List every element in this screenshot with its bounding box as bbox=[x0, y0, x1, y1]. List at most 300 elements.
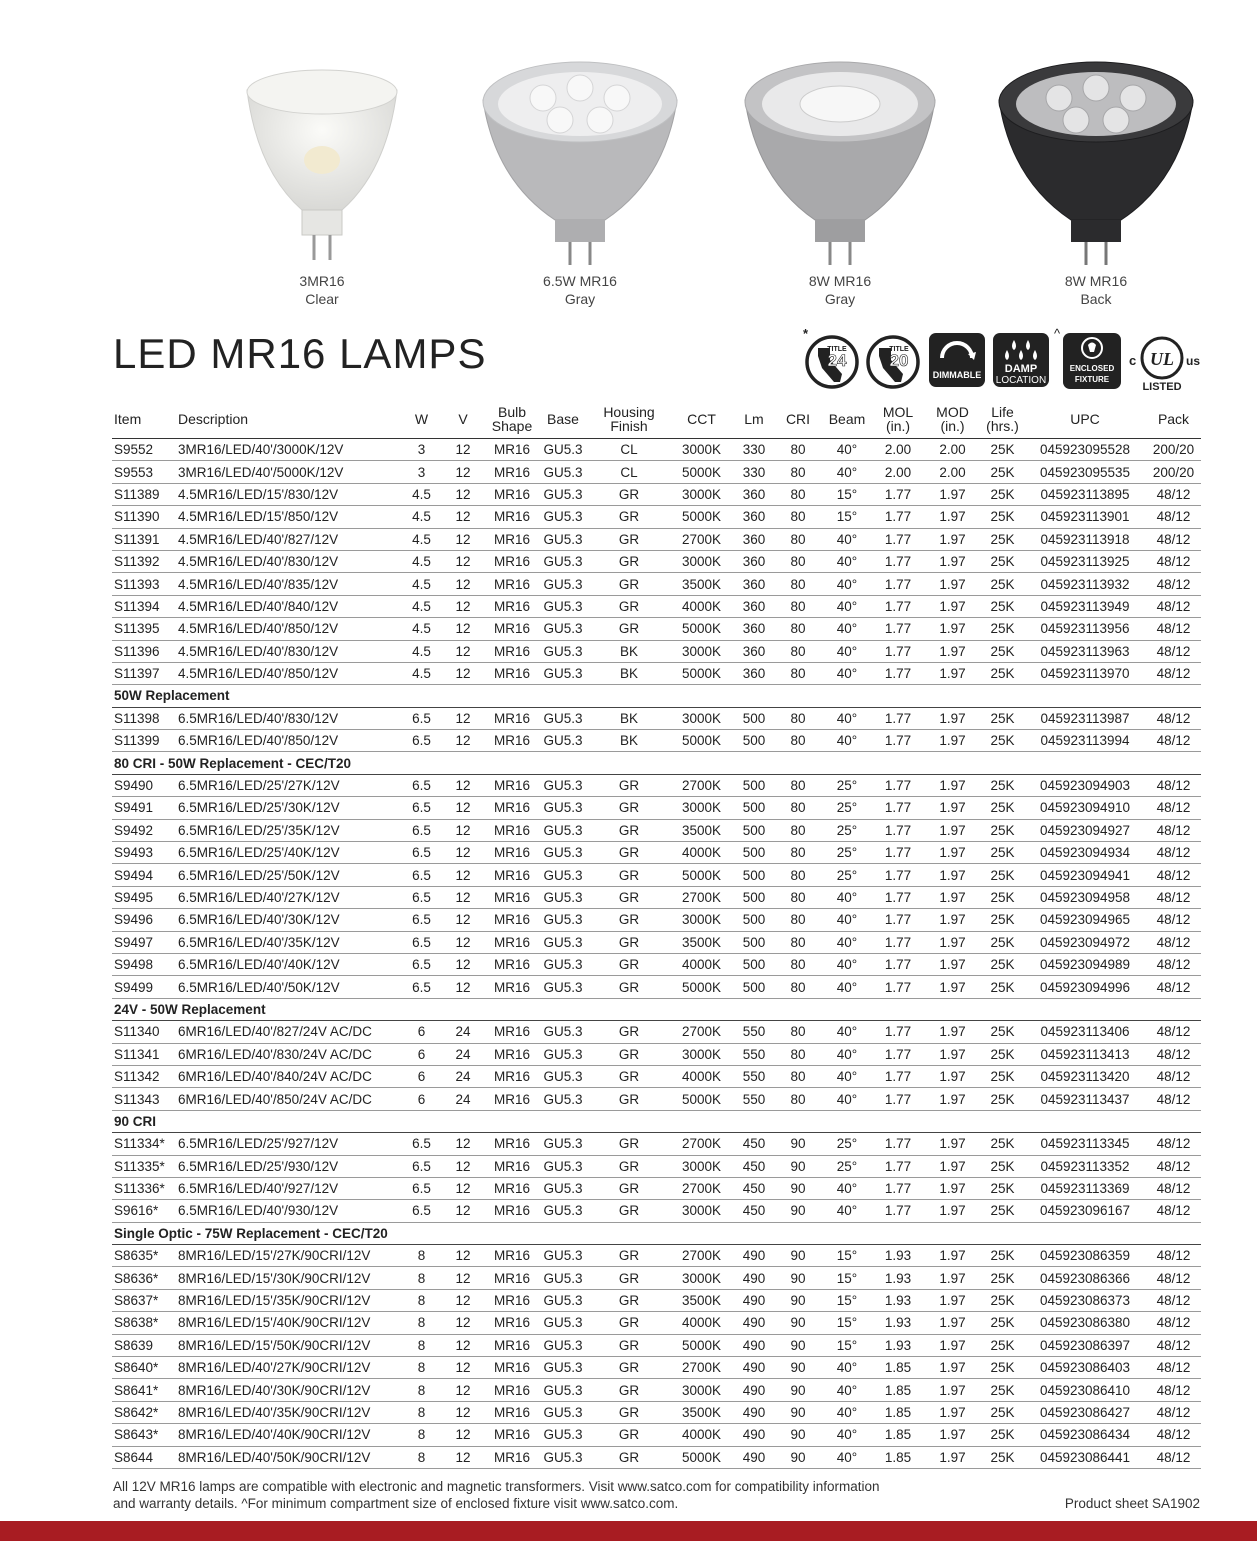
table-cell: 3 bbox=[404, 439, 439, 461]
table-cell: 6 bbox=[404, 1021, 439, 1043]
table-cell: 48/12 bbox=[1146, 1379, 1201, 1401]
table-cell: MR16 bbox=[487, 1200, 537, 1222]
table-cell: 045923086373 bbox=[1024, 1289, 1146, 1311]
table-cell: 80 bbox=[774, 550, 822, 572]
table-cell: 1.97 bbox=[924, 797, 981, 819]
product-caption-line2: Gray bbox=[564, 291, 596, 307]
table-row bbox=[112, 1401, 1201, 1423]
table-cell: 48/12 bbox=[1146, 886, 1201, 908]
table-cell: 3000K bbox=[669, 550, 734, 572]
table-cell: 25K bbox=[981, 842, 1024, 864]
table-cell: 045923094903 bbox=[1024, 774, 1146, 796]
table-cell: GU5.3 bbox=[537, 774, 589, 796]
table-row bbox=[112, 819, 1201, 841]
table-cell: 40° bbox=[822, 1424, 872, 1446]
table-cell: 500 bbox=[734, 976, 774, 998]
group-header-row bbox=[112, 1110, 1201, 1132]
page-title: LED MR16 LAMPS bbox=[113, 330, 487, 377]
table-row bbox=[112, 864, 1201, 886]
table-cell: 90 bbox=[774, 1379, 822, 1401]
table-row bbox=[112, 1334, 1201, 1356]
table-cell: 24 bbox=[439, 1021, 487, 1043]
table-cell: 1.97 bbox=[924, 886, 981, 908]
table-cell: GU5.3 bbox=[537, 573, 589, 595]
table-cell: 2700K bbox=[669, 1177, 734, 1199]
table-cell: 48/12 bbox=[1146, 640, 1201, 662]
table-row bbox=[112, 1155, 1201, 1177]
table-cell: 6MR16/LED/40'/850/24V AC/DC bbox=[176, 1088, 404, 1110]
table-cell: 48/12 bbox=[1146, 528, 1201, 550]
table-cell: 12 bbox=[439, 1177, 487, 1199]
table-cell: 90 bbox=[774, 1401, 822, 1423]
table-cell: 25K bbox=[981, 1155, 1024, 1177]
table-cell: 4.5MR16/LED/15'/830/12V bbox=[176, 483, 404, 505]
table-cell: 6 bbox=[404, 1043, 439, 1065]
table-cell: 90 bbox=[774, 1200, 822, 1222]
table-cell: 1.77 bbox=[872, 1043, 924, 1065]
table-cell: S11342 bbox=[112, 1065, 176, 1087]
column-header: Beam bbox=[822, 400, 872, 439]
table-cell: 90 bbox=[774, 1267, 822, 1289]
table-cell: MR16 bbox=[487, 461, 537, 483]
table-cell: 25K bbox=[981, 819, 1024, 841]
table-cell: 25K bbox=[981, 1043, 1024, 1065]
table-cell: 90 bbox=[774, 1334, 822, 1356]
table-cell: 4000K bbox=[669, 595, 734, 617]
table-cell: GU5.3 bbox=[537, 842, 589, 864]
table-cell: GR bbox=[589, 1245, 669, 1267]
table-cell: 360 bbox=[734, 573, 774, 595]
table-cell: 48/12 bbox=[1146, 707, 1201, 729]
table-cell: 3000K bbox=[669, 1155, 734, 1177]
table-cell: 1.77 bbox=[872, 483, 924, 505]
table-cell: 25K bbox=[981, 774, 1024, 796]
table-cell: 12 bbox=[439, 662, 487, 684]
table-cell: 1.77 bbox=[872, 640, 924, 662]
table-cell: 045923086410 bbox=[1024, 1379, 1146, 1401]
table-cell: 25K bbox=[981, 1177, 1024, 1199]
table-cell: 8 bbox=[404, 1267, 439, 1289]
column-header: Life (hrs.) bbox=[981, 400, 1024, 439]
table-cell: 490 bbox=[734, 1245, 774, 1267]
table-cell: 360 bbox=[734, 506, 774, 528]
table-cell: MR16 bbox=[487, 1245, 537, 1267]
table-cell: 1.77 bbox=[872, 1065, 924, 1087]
table-cell: 48/12 bbox=[1146, 1200, 1201, 1222]
table-cell: 80 bbox=[774, 461, 822, 483]
table-cell: 045923113925 bbox=[1024, 550, 1146, 572]
table-cell: 330 bbox=[734, 461, 774, 483]
product-black-8w bbox=[976, 60, 1216, 306]
lamp-clear-image bbox=[222, 60, 422, 270]
table-cell: 5000K bbox=[669, 461, 734, 483]
table-cell: MR16 bbox=[487, 528, 537, 550]
table-cell: 48/12 bbox=[1146, 550, 1201, 572]
table-cell: 25° bbox=[822, 1155, 872, 1177]
table-cell: 1.77 bbox=[872, 1177, 924, 1199]
table-cell: 25K bbox=[981, 1065, 1024, 1087]
table-cell: 1.97 bbox=[924, 774, 981, 796]
table-cell: 80 bbox=[774, 439, 822, 461]
table-cell: 330 bbox=[734, 439, 774, 461]
table-cell: 25K bbox=[981, 483, 1024, 505]
table-cell: 1.97 bbox=[924, 595, 981, 617]
table-cell: 15° bbox=[822, 1289, 872, 1311]
column-header: Lm bbox=[734, 400, 774, 439]
table-cell: 4.5MR16/LED/40'/850/12V bbox=[176, 662, 404, 684]
table-cell: GR bbox=[589, 483, 669, 505]
table-cell: 045923113901 bbox=[1024, 506, 1146, 528]
table-cell: GU5.3 bbox=[537, 528, 589, 550]
table-cell: 12 bbox=[439, 618, 487, 640]
table-cell: MR16 bbox=[487, 483, 537, 505]
table-cell: 25K bbox=[981, 730, 1024, 752]
table-cell: 1.97 bbox=[924, 953, 981, 975]
table-cell: GR bbox=[589, 931, 669, 953]
table-cell: 25K bbox=[981, 506, 1024, 528]
table-cell: 6.5MR16/LED/25'/50K/12V bbox=[176, 864, 404, 886]
table-cell: 48/12 bbox=[1146, 774, 1201, 796]
table-row bbox=[112, 1021, 1201, 1043]
table-cell: MR16 bbox=[487, 1065, 537, 1087]
table-cell: GU5.3 bbox=[537, 819, 589, 841]
table-cell: 8 bbox=[404, 1289, 439, 1311]
table-cell: 8MR16/LED/15'/40K/90CRI/12V bbox=[176, 1312, 404, 1334]
table-cell: 12 bbox=[439, 1312, 487, 1334]
table-cell: GR bbox=[589, 1155, 669, 1177]
table-cell: 12 bbox=[439, 886, 487, 908]
table-cell: 25K bbox=[981, 909, 1024, 931]
footnote-line1: All 12V MR16 lamps are compatible with electronic and magnetic transformers. Visit www.satco.com for compatibility information bbox=[113, 1479, 880, 1494]
table-cell: 6 bbox=[404, 1088, 439, 1110]
table-cell: 1.97 bbox=[924, 1401, 981, 1423]
table-cell: 25K bbox=[981, 707, 1024, 729]
table-cell: 6.5 bbox=[404, 931, 439, 953]
table-cell: 1.77 bbox=[872, 707, 924, 729]
table-cell: 1.97 bbox=[924, 1200, 981, 1222]
table-cell: 1.97 bbox=[924, 909, 981, 931]
table-cell: 1.77 bbox=[872, 953, 924, 975]
table-cell: 25° bbox=[822, 842, 872, 864]
table-cell: GU5.3 bbox=[537, 1043, 589, 1065]
product-gray-8w bbox=[720, 60, 960, 306]
table-cell: MR16 bbox=[487, 1289, 537, 1311]
table-cell: 80 bbox=[774, 573, 822, 595]
table-cell: S9553 bbox=[112, 461, 176, 483]
table-cell: 490 bbox=[734, 1446, 774, 1468]
table-row bbox=[112, 483, 1201, 505]
table-cell: 360 bbox=[734, 618, 774, 640]
table-cell: 80 bbox=[774, 909, 822, 931]
column-header: V bbox=[439, 400, 487, 439]
table-cell: 12 bbox=[439, 506, 487, 528]
table-cell: 045923113437 bbox=[1024, 1088, 1146, 1110]
table-cell: 1.77 bbox=[872, 774, 924, 796]
table-cell: GU5.3 bbox=[537, 439, 589, 461]
table-cell: 450 bbox=[734, 1155, 774, 1177]
table-cell: GU5.3 bbox=[537, 909, 589, 931]
ul-listed-badge bbox=[1128, 332, 1208, 392]
table-cell: 550 bbox=[734, 1043, 774, 1065]
table-cell: 1.97 bbox=[924, 1379, 981, 1401]
table-cell: 48/12 bbox=[1146, 909, 1201, 931]
ul-listed-label: LISTED bbox=[1142, 381, 1182, 392]
table-cell: 15° bbox=[822, 483, 872, 505]
table-cell: S11397 bbox=[112, 662, 176, 684]
table-row bbox=[112, 1245, 1201, 1267]
table-cell: 1.77 bbox=[872, 909, 924, 931]
table-cell: 8MR16/LED/15'/30K/90CRI/12V bbox=[176, 1267, 404, 1289]
table-cell: 045923094996 bbox=[1024, 976, 1146, 998]
group-header-row bbox=[112, 998, 1201, 1020]
table-cell: 80 bbox=[774, 976, 822, 998]
table-cell: 2700K bbox=[669, 1021, 734, 1043]
table-cell: 1.85 bbox=[872, 1446, 924, 1468]
table-cell: GU5.3 bbox=[537, 730, 589, 752]
table-cell: 40° bbox=[822, 1401, 872, 1423]
table-cell: 1.97 bbox=[924, 528, 981, 550]
table-cell: 6.5MR16/LED/40'/35K/12V bbox=[176, 931, 404, 953]
table-row bbox=[112, 461, 1201, 483]
table-cell: S11343 bbox=[112, 1088, 176, 1110]
table-cell: S11340 bbox=[112, 1021, 176, 1043]
table-cell: MR16 bbox=[487, 662, 537, 684]
table-cell: 12 bbox=[439, 573, 487, 595]
table-cell: 1.97 bbox=[924, 1446, 981, 1468]
table-cell: MR16 bbox=[487, 886, 537, 908]
table-cell: 2700K bbox=[669, 774, 734, 796]
table-cell: 1.97 bbox=[924, 1245, 981, 1267]
table-cell: 25K bbox=[981, 528, 1024, 550]
table-row bbox=[112, 506, 1201, 528]
table-cell: 045923113369 bbox=[1024, 1177, 1146, 1199]
table-cell: 360 bbox=[734, 662, 774, 684]
table-cell: 4.5 bbox=[404, 528, 439, 550]
table-cell: 8 bbox=[404, 1401, 439, 1423]
table-cell: 80 bbox=[774, 797, 822, 819]
table-cell: 40° bbox=[822, 1177, 872, 1199]
table-cell: 6.5 bbox=[404, 1177, 439, 1199]
table-cell: 1.77 bbox=[872, 1155, 924, 1177]
table-cell: 25K bbox=[981, 618, 1024, 640]
table-cell: 80 bbox=[774, 886, 822, 908]
table-cell: GU5.3 bbox=[537, 1155, 589, 1177]
table-cell: 8MR16/LED/40'/50K/90CRI/12V bbox=[176, 1446, 404, 1468]
table-cell: 40° bbox=[822, 1200, 872, 1222]
table-cell: GU5.3 bbox=[537, 1133, 589, 1155]
table-cell: 25K bbox=[981, 461, 1024, 483]
table-cell: 045923113994 bbox=[1024, 730, 1146, 752]
table-row bbox=[112, 797, 1201, 819]
table-cell: 80 bbox=[774, 953, 822, 975]
table-cell: MR16 bbox=[487, 550, 537, 572]
table-cell: 3000K bbox=[669, 483, 734, 505]
table-cell: 045923095535 bbox=[1024, 461, 1146, 483]
table-cell: 550 bbox=[734, 1065, 774, 1087]
table-cell: 48/12 bbox=[1146, 573, 1201, 595]
table-cell: 25K bbox=[981, 864, 1024, 886]
product-caption-line2: Gray bbox=[824, 291, 856, 307]
table-cell: MR16 bbox=[487, 819, 537, 841]
table-cell: 25K bbox=[981, 1357, 1024, 1379]
table-cell: 3000K bbox=[669, 797, 734, 819]
table-cell: 24 bbox=[439, 1043, 487, 1065]
table-cell: GU5.3 bbox=[537, 1357, 589, 1379]
table-cell: 1.77 bbox=[872, 506, 924, 528]
table-cell: 1.93 bbox=[872, 1267, 924, 1289]
table-cell: 045923095528 bbox=[1024, 439, 1146, 461]
table-cell: 045923113987 bbox=[1024, 707, 1146, 729]
column-header: Description bbox=[176, 400, 404, 439]
table-cell: BK bbox=[589, 707, 669, 729]
table-cell: 045923113956 bbox=[1024, 618, 1146, 640]
title-20-badge bbox=[864, 326, 922, 392]
table-cell: MR16 bbox=[487, 976, 537, 998]
product-caption-line1: 3MR16 bbox=[299, 273, 345, 289]
table-cell: 4.5 bbox=[404, 506, 439, 528]
table-cell: 80 bbox=[774, 1065, 822, 1087]
table-cell: 80 bbox=[774, 618, 822, 640]
table-cell: GR bbox=[589, 819, 669, 841]
table-cell: 1.97 bbox=[924, 1312, 981, 1334]
table-cell: 6MR16/LED/40'/827/24V AC/DC bbox=[176, 1021, 404, 1043]
table-cell: 490 bbox=[734, 1334, 774, 1356]
table-cell: 48/12 bbox=[1146, 842, 1201, 864]
table-cell: GU5.3 bbox=[537, 931, 589, 953]
table-cell: 2.00 bbox=[924, 439, 981, 461]
table-cell: 48/12 bbox=[1146, 1177, 1201, 1199]
table-cell: 045923086380 bbox=[1024, 1312, 1146, 1334]
table-cell: 90 bbox=[774, 1155, 822, 1177]
title-24-badge bbox=[800, 326, 860, 392]
table-cell: GR bbox=[589, 1357, 669, 1379]
title-20-label: TITLE bbox=[889, 346, 909, 353]
table-cell: 48/12 bbox=[1146, 1088, 1201, 1110]
table-cell: S8643* bbox=[112, 1424, 176, 1446]
table-cell: MR16 bbox=[487, 439, 537, 461]
spec-table bbox=[112, 400, 1201, 1469]
table-cell: 1.97 bbox=[924, 707, 981, 729]
column-header: Base bbox=[537, 400, 589, 439]
table-cell: 40° bbox=[822, 1357, 872, 1379]
table-cell: 1.97 bbox=[924, 1133, 981, 1155]
table-cell: 6.5MR16/LED/40'/850/12V bbox=[176, 730, 404, 752]
table-cell: 1.97 bbox=[924, 1267, 981, 1289]
table-cell: 40° bbox=[822, 1043, 872, 1065]
table-cell: S11389 bbox=[112, 483, 176, 505]
table-cell: GU5.3 bbox=[537, 1334, 589, 1356]
table-cell: 1.85 bbox=[872, 1424, 924, 1446]
table-cell: MR16 bbox=[487, 797, 537, 819]
product-clear bbox=[202, 60, 442, 306]
table-cell: 6.5 bbox=[404, 819, 439, 841]
table-cell: 90 bbox=[774, 1177, 822, 1199]
table-cell: 90 bbox=[774, 1133, 822, 1155]
table-cell: 15° bbox=[822, 1334, 872, 1356]
table-cell: 490 bbox=[734, 1401, 774, 1423]
table-row bbox=[112, 528, 1201, 550]
table-cell: GU5.3 bbox=[537, 1200, 589, 1222]
table-cell: S9491 bbox=[112, 797, 176, 819]
table-cell: 045923113345 bbox=[1024, 1133, 1146, 1155]
table-cell: 045923113895 bbox=[1024, 483, 1146, 505]
table-cell: GR bbox=[589, 953, 669, 975]
ul-c-mark: c bbox=[1129, 353, 1137, 368]
table-cell: 90 bbox=[774, 1357, 822, 1379]
table-cell: GU5.3 bbox=[537, 797, 589, 819]
table-cell: 045923094941 bbox=[1024, 864, 1146, 886]
table-cell: 48/12 bbox=[1146, 1021, 1201, 1043]
table-cell: 6.5MR16/LED/40'/927/12V bbox=[176, 1177, 404, 1199]
table-cell: MR16 bbox=[487, 774, 537, 796]
table-cell: GR bbox=[589, 1289, 669, 1311]
table-cell: 3000K bbox=[669, 1200, 734, 1222]
table-cell: GU5.3 bbox=[537, 1065, 589, 1087]
table-cell: 3500K bbox=[669, 1401, 734, 1423]
group-label: Single Optic - 75W Replacement - CEC/T20 bbox=[112, 1222, 1201, 1244]
table-cell: 045923086366 bbox=[1024, 1267, 1146, 1289]
dimmable-label: DIMMABLE bbox=[932, 370, 982, 380]
table-cell: 6MR16/LED/40'/830/24V AC/DC bbox=[176, 1043, 404, 1065]
table-cell: MR16 bbox=[487, 595, 537, 617]
product-caption-line2: Clear bbox=[305, 291, 339, 307]
table-cell: 12 bbox=[439, 707, 487, 729]
table-cell: 25K bbox=[981, 1289, 1024, 1311]
table-cell: 6.5MR16/LED/25'/930/12V bbox=[176, 1155, 404, 1177]
table-cell: 045923113420 bbox=[1024, 1065, 1146, 1087]
table-cell: 12 bbox=[439, 842, 487, 864]
table-cell: 8MR16/LED/40'/40K/90CRI/12V bbox=[176, 1424, 404, 1446]
table-cell: S9490 bbox=[112, 774, 176, 796]
table-cell: 6.5 bbox=[404, 953, 439, 975]
table-cell: 40° bbox=[822, 931, 872, 953]
enclosed-label-line1: ENCLOSED bbox=[1069, 364, 1115, 373]
table-cell: GU5.3 bbox=[537, 1401, 589, 1423]
table-cell: 48/12 bbox=[1146, 1312, 1201, 1334]
table-cell: 500 bbox=[734, 707, 774, 729]
table-cell: MR16 bbox=[487, 1446, 537, 1468]
table-cell: GU5.3 bbox=[537, 976, 589, 998]
group-header-row bbox=[112, 752, 1201, 774]
damp-location-badge bbox=[992, 332, 1050, 388]
table-row bbox=[112, 1424, 1201, 1446]
table-cell: GU5.3 bbox=[537, 1245, 589, 1267]
table-cell: 045923113932 bbox=[1024, 573, 1146, 595]
table-cell: 3500K bbox=[669, 931, 734, 953]
table-cell: 5000K bbox=[669, 662, 734, 684]
table-cell: 6.5MR16/LED/25'/30K/12V bbox=[176, 797, 404, 819]
table-cell: MR16 bbox=[487, 1177, 537, 1199]
table-cell: 8MR16/LED/40'/27K/90CRI/12V bbox=[176, 1357, 404, 1379]
table-cell: 15° bbox=[822, 1245, 872, 1267]
table-row bbox=[112, 640, 1201, 662]
table-cell: 25° bbox=[822, 819, 872, 841]
table-cell: 25K bbox=[981, 662, 1024, 684]
table-cell: 25° bbox=[822, 797, 872, 819]
table-cell: MR16 bbox=[487, 618, 537, 640]
table-cell: MR16 bbox=[487, 506, 537, 528]
table-cell: 48/12 bbox=[1146, 506, 1201, 528]
table-cell: 48/12 bbox=[1146, 730, 1201, 752]
table-cell: GR bbox=[589, 864, 669, 886]
table-cell: 550 bbox=[734, 1088, 774, 1110]
table-cell: 25K bbox=[981, 1021, 1024, 1043]
enclosed-caret: ^ bbox=[1054, 326, 1061, 341]
table-cell: S11336* bbox=[112, 1177, 176, 1199]
table-cell: GU5.3 bbox=[537, 618, 589, 640]
table-cell: 15° bbox=[822, 1312, 872, 1334]
table-cell: 1.77 bbox=[872, 1200, 924, 1222]
